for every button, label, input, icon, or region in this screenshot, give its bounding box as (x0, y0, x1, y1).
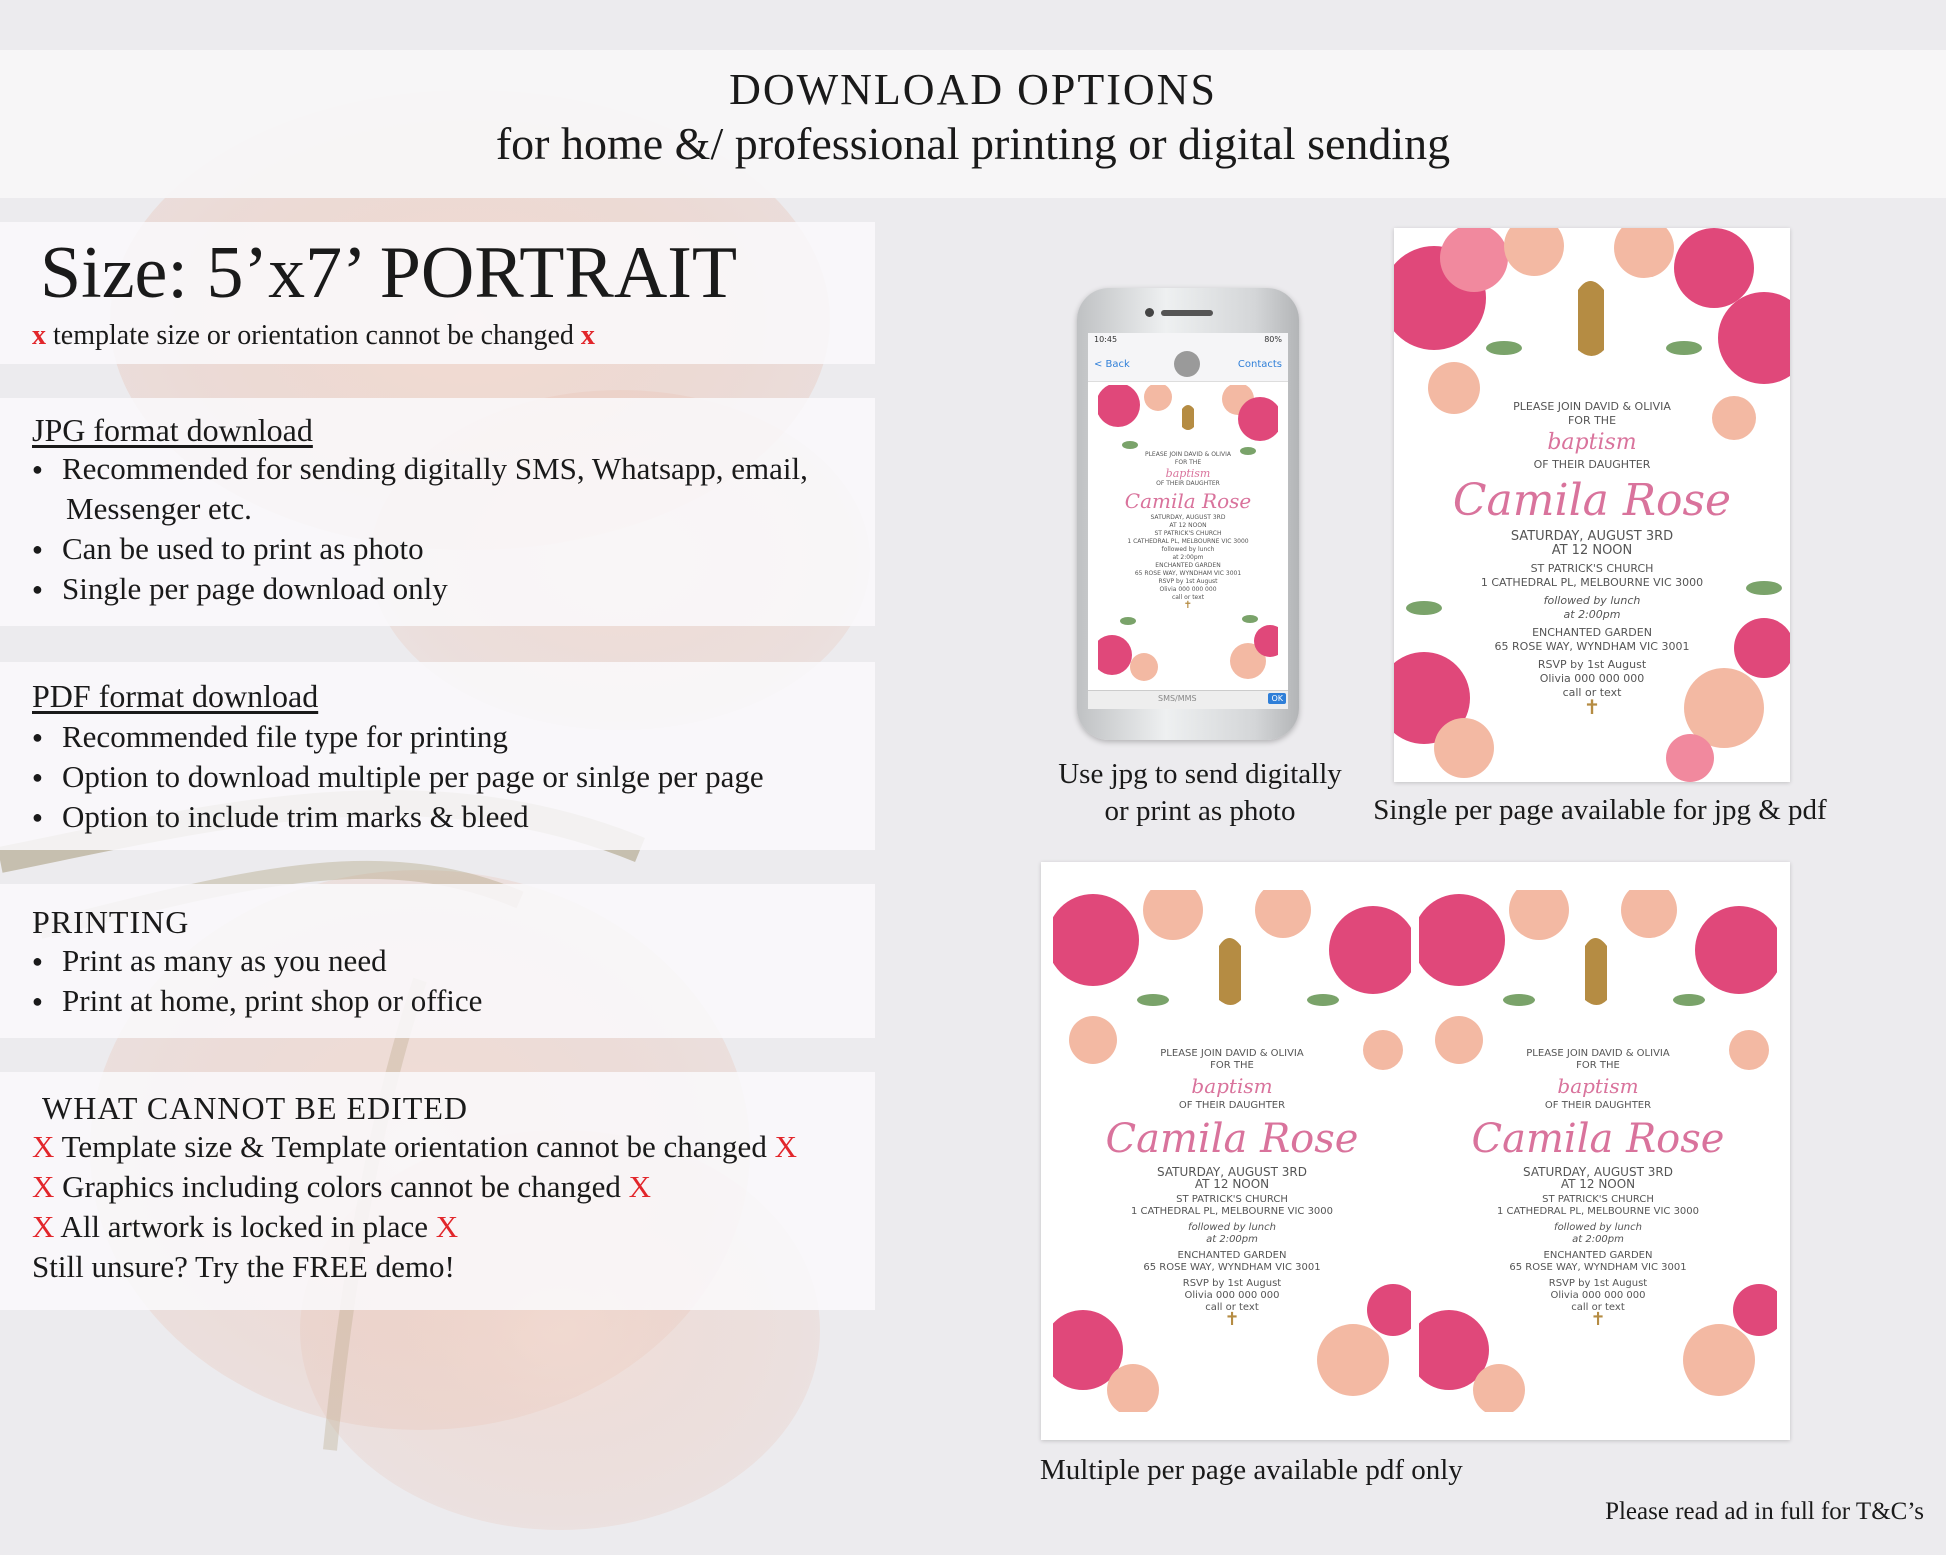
page-subtitle: for home &/ professional printing or digital sending (495, 118, 1451, 169)
deer-icon (1578, 281, 1604, 356)
single-caption: Single per page available for jpg & pdf (1373, 794, 1827, 826)
camera-icon (1145, 308, 1154, 317)
size-title: Size: 5’x7’ PORTRAIT (40, 232, 738, 314)
cannot-edit-line: X Graphics including colors cannot be changed X (32, 1169, 651, 1204)
message-input: SMS/MMS (1158, 694, 1197, 703)
multiple-caption: Multiple per page available pdf only (1040, 1454, 1463, 1486)
list-item: ● Option to download multiple per page or sinlge per page (32, 757, 875, 797)
cannot-edit-panel (0, 1072, 875, 1310)
single-invitation-card: PLEASE JOIN DAVID & OLIVIA FOR THE baptism OF THEIR DAUGHTER Camila Rose SATURDAY, AUGUST 3RD AT 12 NOON ST PATRICK'S CHURCH 1 CATHEDRAL PL, MELBOURNE VIC 3000 followed by lunch at 2:00pm ENCHANTED GARDEN 65 ROSE WAY, WYNDHAM VIC 3001 RSVP by 1st August Olivia 000 000 000 call or text ✝ (1394, 228, 1790, 782)
pdf-panel (0, 662, 875, 850)
sheet-invitation-right: PLEASE JOIN DAVID & OLIVIA FOR THE baptism OF THEIR DAUGHTER Camila Rose SATURDAY, AUGUST 3RD AT 12 NOON ST PATRICK'S CHURCH 1 CATHEDRAL PL, MELBOURNE VIC 3000 followed by lunch at 2:00pm ENCHANTED GARDEN 65 ROSE WAY, WYNDHAM VIC 3001 RSVP by 1st August Olivia 000 000 000 call or text ✝ (1419, 890, 1777, 1412)
cross-icon: ✝ (1583, 695, 1601, 719)
contacts-button: Contacts (1237, 359, 1282, 370)
free-demo-note: Still unsure? Try the FREE demo! (32, 1249, 455, 1284)
multi-invitation-sheet (1041, 862, 1790, 1440)
cannot-edit-line: X All artwork is locked in place X (32, 1209, 459, 1244)
message-nav-bar (1088, 347, 1288, 382)
terms-note: Please read ad in full for T&C’s (1605, 1498, 1924, 1525)
size-note-text: template size or orientation cannot be changed (46, 320, 581, 351)
message-input-bar (1088, 690, 1288, 709)
sheet-invitation-left: PLEASE JOIN DAVID & OLIVIA FOR THE baptism OF THEIR DAUGHTER Camila Rose SATURDAY, AUGUST 3RD AT 12 NOON ST PATRICK'S CHURCH 1 CATHEDRAL PL, MELBOURNE VIC 3000 followed by lunch at 2:00pm ENCHANTED GARDEN 65 ROSE WAY, WYNDHAM VIC 3001 RSVP by 1st August Olivia 000 000 000 call or text ✝ (1053, 890, 1411, 1412)
size-note (32, 320, 875, 352)
page-title: DOWNLOAD OPTIONS (729, 65, 1217, 114)
printing-list (32, 941, 875, 1021)
status-bar (1088, 333, 1288, 347)
list-item: ● Print as many as you need (32, 941, 875, 981)
back-button: < Back (1094, 359, 1130, 370)
phone-mockup (1077, 288, 1299, 740)
cannot-edit-line: X Template size & Template orientation cannot be changed X (32, 1129, 797, 1164)
jpg-feature-list (32, 449, 875, 609)
avatar (1174, 351, 1200, 377)
phone-screen (1088, 333, 1288, 709)
pdf-section-title: PDF format download (32, 678, 319, 714)
phone-caption: Use jpg to send digitally or print as photo (1058, 758, 1342, 827)
status-battery: 80% (1264, 335, 1282, 344)
x-mark-icon: x (580, 320, 595, 351)
size-panel (0, 222, 875, 364)
list-item: ● Option to include trim marks & bleed (32, 797, 875, 837)
cannot-edit-title: WHAT CANNOT BE EDITED (42, 1090, 468, 1126)
header-banner (0, 50, 1946, 198)
list-item: ● Recommended file type for printing (32, 717, 875, 757)
list-item: ● Single per page download only (32, 569, 875, 609)
phone-invitation: PLEASE JOIN DAVID & OLIVIA FOR THE baptism OF THEIR DAUGHTER Camila Rose SATURDAY, AUGUST 3RD AT 12 NOON ST PATRICK'S CHURCH 1 CATHEDRAL PL, MELBOURNE VIC 3000 followed by lunch at 2:00pm ENCHANTED GARDEN 65 ROSE WAY, WYNDHAM VIC 3001 RSVP by 1st August Olivia 000 000 000 call or text ✝ (1098, 385, 1278, 681)
send-button: OK (1268, 693, 1286, 704)
pdf-feature-list (32, 717, 875, 837)
status-time: 10:45 (1094, 335, 1118, 344)
list-item: ● Can be used to print as photo (32, 529, 875, 569)
printing-panel (0, 884, 875, 1038)
list-item: ● Recommended for sending digitally SMS, Whatsapp, email, Messenger etc. (32, 449, 875, 529)
printing-section-title: PRINTING (32, 904, 190, 940)
list-item: ● Print at home, print shop or office (32, 981, 875, 1021)
speaker-grille (1161, 310, 1213, 316)
x-mark-icon: x (32, 320, 46, 351)
jpg-panel (0, 398, 875, 626)
jpg-section-title: JPG format download (32, 412, 313, 448)
